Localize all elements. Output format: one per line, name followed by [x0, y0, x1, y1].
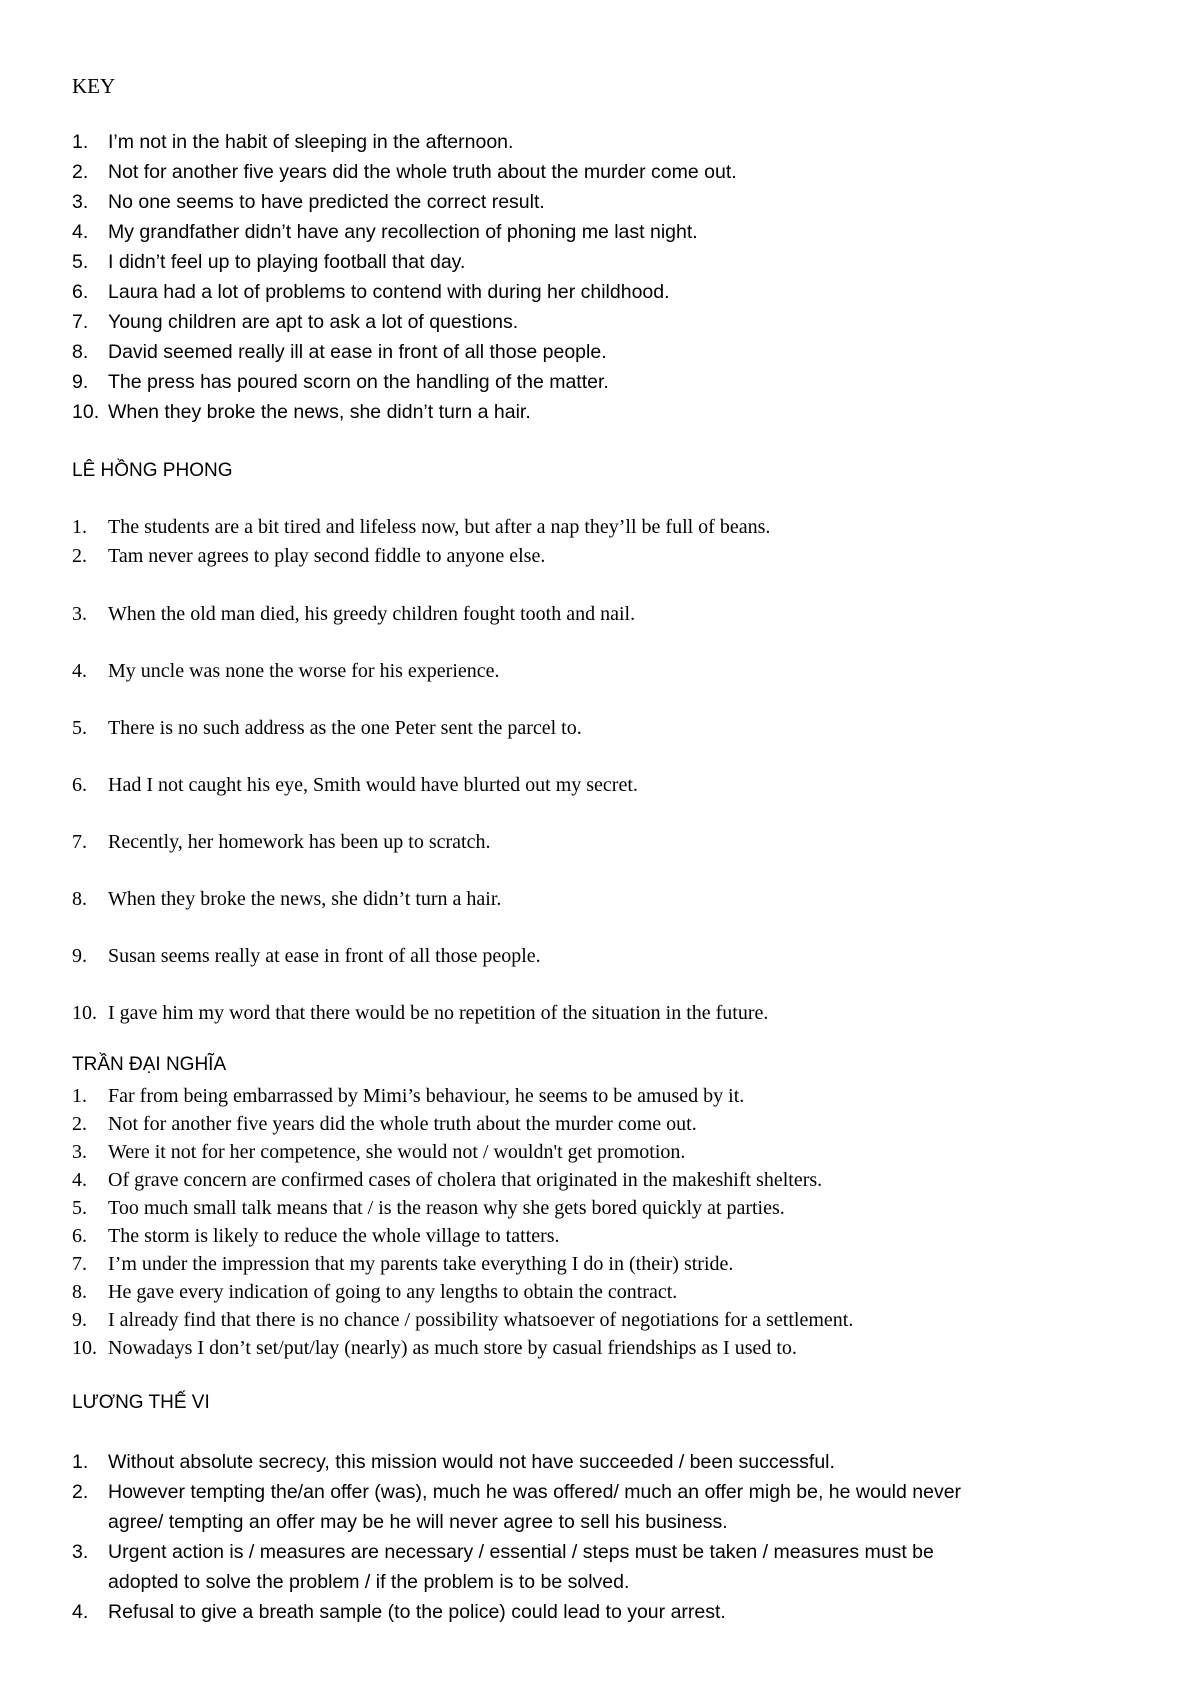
item-text: The students are a bit tired and lifeless now, but after a nap they’ll be full of beans. — [108, 516, 771, 538]
item-number: 5. — [72, 717, 87, 739]
item-text: When they broke the news, she didn’t turn a hair. — [108, 888, 502, 910]
item-number: 1. — [72, 131, 89, 153]
item-number: 1. — [72, 1451, 89, 1473]
item-text: Not for another five years did the whole truth about the murder come out. — [108, 161, 737, 183]
item-number: 5. — [72, 1197, 87, 1219]
item-number: 5. — [72, 251, 89, 273]
item-text: Refusal to give a breath sample (to the police) could lead to your arrest. — [108, 1601, 726, 1623]
item-text: No one seems to have predicted the correct result. — [108, 191, 545, 213]
item-number: 6. — [72, 281, 89, 303]
item-text: The storm is likely to reduce the whole village to tatters. — [108, 1225, 560, 1247]
item-text: My grandfather didn’t have any recollection of phoning me last night. — [108, 221, 698, 243]
item-number: 9. — [72, 945, 87, 967]
item-number: 4. — [72, 660, 87, 682]
item-text: Not for another five years did the whole truth about the murder come out. — [108, 1113, 697, 1135]
item-text: Young children are apt to ask a lot of questions. — [108, 311, 519, 333]
item-text: Too much small talk means that / is the reason why she gets bored quickly at parties. — [108, 1197, 785, 1219]
item-number: 8. — [72, 1281, 87, 1303]
item-text: Laura had a lot of problems to contend with during her childhood. — [108, 281, 670, 303]
key-heading: KEY — [72, 74, 116, 98]
item-number: 4. — [72, 1601, 89, 1623]
item-number: 9. — [72, 371, 89, 393]
item-text: Without absolute secrecy, this mission would not have succeeded / been successful. — [108, 1451, 835, 1473]
item-number: 2. — [72, 161, 89, 183]
item-text: Were it not for her competence, she would not / wouldn't get promotion. — [108, 1141, 686, 1163]
item-text: When the old man died, his greedy children fought tooth and nail. — [108, 603, 636, 625]
item-number: 4. — [72, 1169, 87, 1191]
item-text: Tam never agrees to play second fiddle to anyone else. — [108, 545, 546, 567]
item-number: 1. — [72, 1085, 87, 1107]
luong-the-vi-heading: LƯƠNG THẾ VI — [72, 1392, 210, 1413]
item-text-continuation: agree/ tempting an offer may be he will never agree to sell his business. — [108, 1511, 728, 1533]
item-number: 2. — [72, 545, 87, 567]
item-number: 10. — [72, 1337, 97, 1359]
item-number: 3. — [72, 603, 87, 625]
item-text: Of grave concern are confirmed cases of cholera that originated in the makeshift shelters. — [108, 1169, 823, 1191]
item-number: 6. — [72, 774, 87, 796]
le-hong-phong-heading: LÊ HỒNG PHONG — [72, 460, 233, 481]
item-number: 2. — [72, 1113, 87, 1135]
item-text: Recently, her homework has been up to scratch. — [108, 831, 491, 853]
item-text: I’m not in the habit of sleeping in the afternoon. — [108, 131, 514, 153]
item-text: I didn’t feel up to playing football that day. — [108, 251, 466, 273]
item-number: 10. — [72, 401, 100, 423]
item-number: 9. — [72, 1309, 87, 1331]
item-number: 8. — [72, 888, 87, 910]
item-text: However tempting the/an offer (was), much he was offered/ much an offer migh be, he would never — [108, 1481, 962, 1503]
item-text: David seemed really ill at ease in front of all those people. — [108, 341, 607, 363]
item-number: 1. — [72, 516, 87, 538]
item-number: 10. — [72, 1002, 97, 1024]
item-text: Far from being embarrassed by Mimi’s behaviour, he seems to be amused by it. — [108, 1085, 745, 1107]
item-text: There is no such address as the one Peter sent the parcel to. — [108, 717, 582, 739]
item-text: Nowadays I don’t set/put/lay (nearly) as much store by casual friendships as I used to. — [108, 1337, 797, 1359]
item-number: 8. — [72, 341, 89, 363]
item-number: 7. — [72, 831, 87, 853]
item-number: 2. — [72, 1481, 89, 1503]
item-text: My uncle was none the worse for his experience. — [108, 660, 500, 682]
item-number: 4. — [72, 221, 89, 243]
item-number: 3. — [72, 1141, 87, 1163]
item-number: 3. — [72, 1541, 89, 1563]
item-text: When they broke the news, she didn’t turn a hair. — [108, 401, 531, 423]
item-text: I’m under the impression that my parents take everything I do in (their) stride. — [108, 1253, 734, 1275]
item-number: 7. — [72, 1253, 87, 1275]
item-number: 6. — [72, 1225, 87, 1247]
item-text: I already find that there is no chance / possibility whatsoever of negotiations for a settlement. — [108, 1309, 854, 1331]
item-text: Susan seems really at ease in front of all those people. — [108, 945, 541, 967]
item-text: He gave every indication of going to any lengths to obtain the contract. — [108, 1281, 678, 1303]
item-text: Had I not caught his eye, Smith would have blurted out my secret. — [108, 774, 638, 796]
tran-dai-nghia-heading: TRẦN ĐẠI NGHĨA — [72, 1054, 227, 1075]
item-number: 7. — [72, 311, 89, 333]
item-text: The press has poured scorn on the handling of the matter. — [108, 371, 609, 393]
item-text: I gave him my word that there would be no repetition of the situation in the future. — [108, 1002, 769, 1024]
item-number: 3. — [72, 191, 89, 213]
item-text-continuation: adopted to solve the problem / if the problem is to be solved. — [108, 1571, 630, 1593]
item-text: Urgent action is / measures are necessary / essential / steps must be taken / measures must be — [108, 1541, 934, 1563]
